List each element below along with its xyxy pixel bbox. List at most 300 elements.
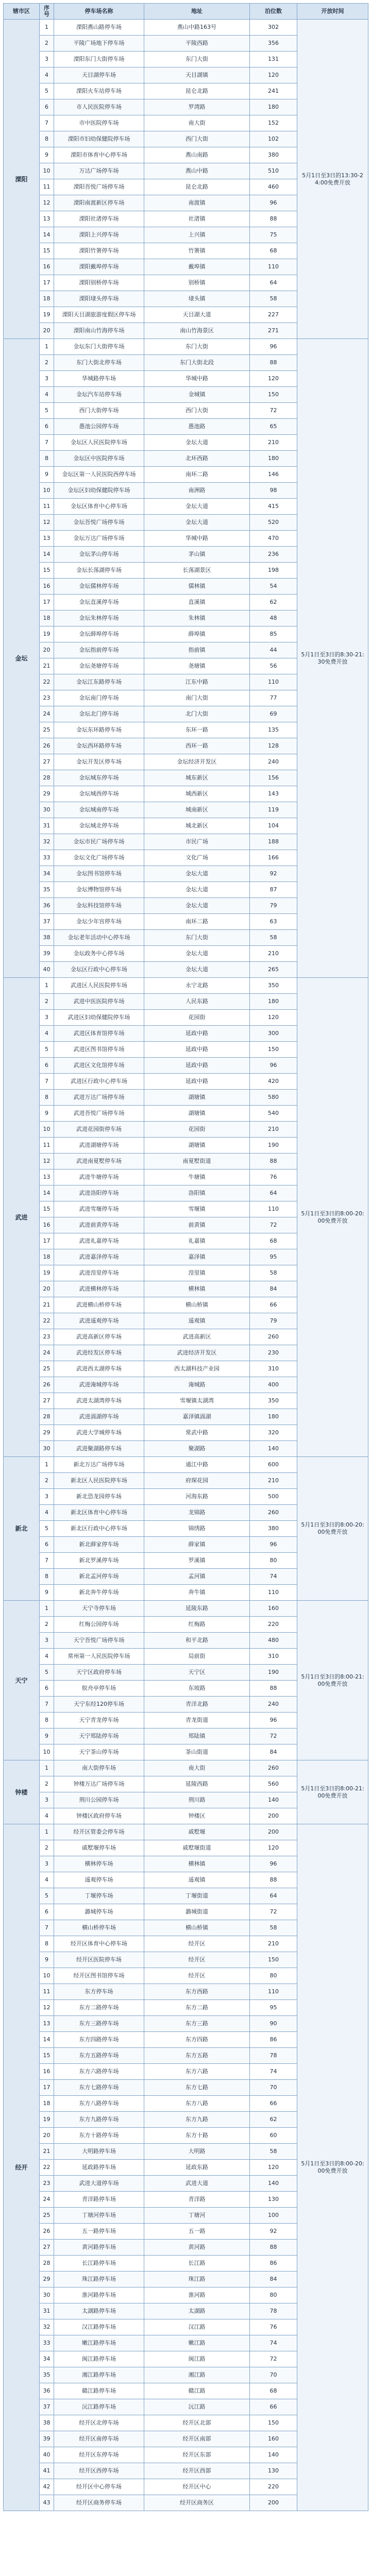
spaces-cell: 96 [250,1713,297,1728]
address-cell: 城西新区 [144,786,250,802]
seq-cell: 7 [40,115,54,131]
address-cell: 西环一路 [144,738,250,754]
address-cell: 府琛花园 [144,1473,250,1489]
address-cell: 平陵西路 [144,36,250,52]
name-cell: 万达广场停车场 [54,163,144,179]
seq-cell: 5 [40,1888,54,1904]
spaces-cell: 58 [250,1265,297,1281]
seq-cell: 17 [40,1233,54,1249]
name-cell: 金坛直溪停车场 [54,595,144,611]
spaces-cell: 265 [250,962,297,978]
seq-cell: 24 [40,1345,54,1361]
spaces-cell: 260 [250,1760,297,1776]
name-cell: 金坛图书馆停车场 [54,866,144,882]
spaces-cell: 96 [250,1537,297,1553]
address-cell: 埭头镇 [144,291,250,307]
name-cell: 丁塘河停车场 [54,2208,144,2224]
spaces-cell: 54 [250,579,297,595]
name-cell: 天目湖停车场 [54,67,144,83]
address-cell: 城东新区 [144,770,250,786]
address-cell: 经开区南部 [144,2431,250,2447]
name-cell: 潞城停车场 [54,1904,144,1920]
spaces-cell: 156 [250,770,297,786]
name-cell: 经开区东停车场 [54,2447,144,2463]
address-cell: 直溪镇 [144,595,250,611]
spaces-cell: 500 [250,1489,297,1505]
seq-cell: 27 [40,2240,54,2256]
spaces-cell: 88 [250,355,297,371]
name-cell: 金坛文化广场停车场 [54,850,144,866]
name-cell: 武进遥观停车场 [54,1313,144,1329]
spaces-cell: 88 [250,2240,297,2256]
seq-cell: 4 [40,387,54,403]
name-cell: 溧阳火车站停车场 [54,83,144,99]
name-cell: 金坛西环路停车场 [54,738,144,754]
seq-cell: 4 [40,1505,54,1521]
name-cell: 溧阳社渚停车场 [54,211,144,227]
address-cell: 武进高新区 [144,1329,250,1345]
seq-cell: 4 [40,1026,54,1042]
seq-cell: 29 [40,786,54,802]
address-cell: 上兴镇 [144,227,250,243]
address-cell: 天目湖大道 [144,307,250,323]
seq-cell: 8 [40,1090,54,1106]
name-cell: 东方九路停车场 [54,2112,144,2128]
seq-cell: 13 [40,1170,54,1185]
seq-cell: 14 [40,2032,54,2048]
address-cell: 横山桥镇 [144,1920,250,1936]
seq-cell: 9 [40,1728,54,1744]
name-cell: 华城路停车场 [54,371,144,387]
address-cell: 经开区中心 [144,2479,250,2495]
spaces-cell: 320 [250,1425,297,1441]
name-cell: 市中医院停车场 [54,115,144,131]
spaces-cell: 78 [250,2048,297,2064]
seq-cell: 12 [40,1154,54,1170]
spaces-cell: 84 [250,1281,297,1297]
address-cell: 薛家镇 [144,1537,250,1553]
spaces-cell: 66 [250,2096,297,2112]
name-cell: 新北万达广场停车场 [54,1457,144,1473]
spaces-cell: 86 [250,2256,297,2272]
name-cell: 东方三路停车场 [54,2016,144,2032]
address-cell: 经开区西部 [144,2463,250,2479]
seq-cell: 7 [40,1920,54,1936]
address-cell: 南夏墅街道 [144,1154,250,1170]
name-cell: 舣舟亭停车场 [54,1681,144,1697]
hours-cell: 5月1日至3日的8:00-20:00免费开放 [297,1457,368,1601]
address-cell: 红梅路 [144,1617,250,1633]
seq-cell: 33 [40,2335,54,2351]
spaces-cell: 75 [250,227,297,243]
seq-cell: 8 [40,1569,54,1585]
seq-cell: 9 [40,1952,54,1968]
seq-cell: 2 [40,1473,54,1489]
name-cell: 金坛区体育中心停车场 [54,499,144,515]
name-cell: 金坛东门大街停车场 [54,339,144,355]
address-cell: 延政中路 [144,1058,250,1074]
name-cell: 金坛江东路停车场 [54,674,144,690]
seq-cell: 29 [40,1425,54,1441]
name-cell: 金坛城北停车场 [54,818,144,834]
seq-cell: 9 [40,147,54,163]
spaces-cell: 160 [250,1601,297,1617]
spaces-cell: 85 [250,626,297,642]
address-cell: 金坛大道 [144,435,250,451]
seq-cell: 11 [40,499,54,515]
address-cell: 经开区东部 [144,2447,250,2463]
seq-cell: 3 [40,1856,54,1872]
spaces-cell: 146 [250,467,297,483]
spaces-cell: 150 [250,2415,297,2431]
seq-cell: 23 [40,690,54,706]
seq-cell: 6 [40,1681,54,1697]
name-cell: 武进大学城停车场 [54,1425,144,1441]
name-cell: 新北区行政中心停车场 [54,1521,144,1537]
address-cell: 金坛大道 [144,898,250,914]
address-cell: 长江路 [144,2256,250,2272]
address-cell: 钟楼区 [144,1808,250,1824]
address-cell: 横山桥镇 [144,1297,250,1313]
spaces-cell: 140 [250,1441,297,1457]
address-cell: 江东中路 [144,674,250,690]
address-cell: 武进经济开发区 [144,1345,250,1361]
spaces-cell: 200 [250,1824,297,1840]
address-cell: 丁塘河 [144,2208,250,2224]
name-cell: 天宁郑陆停车场 [54,1728,144,1744]
spaces-cell: 80 [250,1553,297,1569]
name-cell: 金坛区第一人民医院西停车场 [54,467,144,483]
spaces-cell: 210 [250,435,297,451]
name-cell: 金坛区妇幼保健院停车场 [54,483,144,499]
seq-cell: 20 [40,2128,54,2144]
name-cell: 平陵广场地下停车场 [54,36,144,52]
spaces-cell: 72 [250,403,297,419]
address-cell: 五一路 [144,2224,250,2240]
hours-cell: 5月1日至3日的13:30-24:00免费开放 [297,20,368,339]
spaces-cell: 65 [250,419,297,435]
seq-cell: 15 [40,1201,54,1217]
seq-cell: 9 [40,467,54,483]
seq-cell: 23 [40,1329,54,1345]
name-cell: 东方四路停车场 [54,2032,144,2048]
name-cell: 闽江路停车场 [54,2351,144,2367]
address-cell: 前黄镇 [144,1217,250,1233]
address-cell: 东方二路 [144,2000,250,2016]
name-cell: 金坛博物馆停车场 [54,882,144,898]
spaces-cell: 90 [250,2016,297,2032]
seq-cell: 18 [40,611,54,626]
address-cell: 湖塘镇 [144,1106,250,1122]
seq-cell: 2 [40,1840,54,1856]
spaces-cell: 92 [250,866,297,882]
spaces-cell: 350 [250,978,297,994]
name-cell: 天宁区政府停车场 [54,1665,144,1681]
address-cell: 城北新区 [144,818,250,834]
name-cell: 愚池公园停车场 [54,419,144,435]
seq-cell: 11 [40,179,54,195]
spaces-cell: 240 [250,1697,297,1713]
spaces-cell: 86 [250,2032,297,2048]
name-cell: 溧阳上兴停车场 [54,227,144,243]
seq-cell: 17 [40,275,54,291]
spaces-cell: 470 [250,531,297,547]
seq-cell: 26 [40,1377,54,1393]
seq-cell: 43 [40,2495,54,2511]
address-cell: 青洋路 [144,2192,250,2208]
spaces-cell: 78 [250,2303,297,2319]
seq-cell: 25 [40,1361,54,1377]
name-cell: 武进淹城停车场 [54,1377,144,1393]
name-cell: 金坛薛埠停车场 [54,626,144,642]
seq-cell: 10 [40,163,54,179]
name-cell: 经开区图书馆停车场 [54,1968,144,1984]
seq-cell: 2 [40,1617,54,1633]
address-cell: 东方四路 [144,2032,250,2048]
address-cell: 尧塘镇 [144,658,250,674]
name-cell: 经开区西停车场 [54,2463,144,2479]
seq-cell: 1 [40,339,54,355]
name-cell: 东方七路停车场 [54,2080,144,2096]
spaces-cell: 44 [250,642,297,658]
address-cell: 人民东路 [144,994,250,1010]
name-cell: 经开区医院停车场 [54,1952,144,1968]
name-cell: 延政路停车场 [54,2160,144,2176]
spaces-cell: 96 [250,1856,297,1872]
spaces-cell: 92 [250,2224,297,2240]
name-cell: 金坛朱林停车场 [54,611,144,626]
seq-cell: 4 [40,67,54,83]
address-cell: 湖塘镇 [144,1138,250,1154]
seq-cell: 10 [40,1122,54,1138]
seq-cell: 2 [40,1776,54,1792]
address-cell: 延政中路 [144,1074,250,1090]
spaces-cell: 120 [250,67,297,83]
name-cell: 东方十路停车场 [54,2128,144,2144]
seq-cell: 38 [40,2415,54,2431]
name-cell: 五一路停车场 [54,2224,144,2240]
address-cell: 大明路 [144,2144,250,2160]
address-cell: 牛塘镇 [144,1170,250,1185]
spaces-cell: 88 [250,1872,297,1888]
name-cell: 经开区北停车场 [54,2415,144,2431]
spaces-cell: 56 [250,658,297,674]
address-cell: 罗溪镇 [144,1553,250,1569]
seq-cell: 36 [40,898,54,914]
address-cell: 嫩江路 [144,2335,250,2351]
address-cell: 金坛大道 [144,882,250,898]
seq-cell: 25 [40,722,54,738]
name-cell: 金坛长荡湖停车场 [54,563,144,579]
address-cell: 东环一路 [144,722,250,738]
table-header [4,4,368,20]
address-cell: 雪堰镇太湖湾 [144,1393,250,1409]
seq-cell: 28 [40,2256,54,2272]
seq-cell: 35 [40,882,54,898]
seq-cell: 9 [40,1106,54,1122]
spaces-cell: 135 [250,722,297,738]
seq-cell: 26 [40,738,54,754]
spaces-cell: 87 [250,882,297,898]
seq-cell: 20 [40,642,54,658]
seq-cell: 15 [40,243,54,259]
seq-cell: 3 [40,1633,54,1649]
spaces-cell: 143 [250,786,297,802]
name-cell: 东门大街北停车场 [54,355,144,371]
name-cell: 武进横林停车场 [54,1281,144,1297]
spaces-cell: 166 [250,850,297,866]
address-cell: 延政中路 [144,1042,250,1058]
address-cell: 东方八路 [144,2096,250,2112]
seq-cell: 8 [40,451,54,467]
address-cell: 湘江路 [144,2367,250,2383]
seq-cell: 34 [40,2351,54,2367]
address-cell: 横林镇 [144,1281,250,1297]
address-cell: 沅江路 [144,2399,250,2415]
spaces-cell: 110 [250,674,297,690]
address-cell: 延陵西路 [144,1776,250,1792]
address-cell: 淹城路 [144,1377,250,1393]
name-cell: 溧阳吾悦广场停车场 [54,179,144,195]
seq-cell: 21 [40,1297,54,1313]
seq-cell: 18 [40,291,54,307]
name-cell: 经开区中心停车场 [54,2479,144,2495]
spaces-cell: 58 [250,930,297,946]
name-cell: 武进南夏墅停车场 [54,1154,144,1170]
address-cell: 河海东路 [144,1489,250,1505]
address-cell: 东方西路 [144,1984,250,2000]
name-cell: 珠江路停车场 [54,2272,144,2287]
spaces-cell: 110 [250,1201,297,1217]
address-cell: 东门大街 [144,52,250,67]
address-cell: 和平北路 [144,1633,250,1649]
spaces-cell: 64 [250,1888,297,1904]
spaces-cell: 48 [250,611,297,626]
seq-cell: 7 [40,435,54,451]
address-cell: 常武中路 [144,1425,250,1441]
address-cell: 南大街 [144,1760,250,1776]
address-cell: 社渚镇 [144,211,250,227]
seq-cell: 27 [40,1393,54,1409]
spaces-cell: 150 [250,1042,297,1058]
name-cell: 金坛汽车站停车场 [54,387,144,403]
seq-cell: 6 [40,419,54,435]
spaces-cell: 120 [250,371,297,387]
seq-cell: 37 [40,2399,54,2415]
hours-cell: 5月1日至3日的8:00-21:00免费开放 [297,1760,368,1824]
hours-cell: 5月1日至3日的8:00-20:00免费开放 [297,978,368,1457]
name-cell: 溧阳天目湖旅游度假区停车场 [54,307,144,323]
seq-cell: 5 [40,1665,54,1681]
name-cell: 金坛区人民医院停车场 [54,435,144,451]
address-cell: 昆仑北路 [144,83,250,99]
seq-cell: 42 [40,2479,54,2495]
address-cell: 金坛大道 [144,515,250,531]
seq-cell: 1 [40,1601,54,1617]
name-cell: 东方五路停车场 [54,2048,144,2064]
seq-cell: 6 [40,1904,54,1920]
spaces-cell: 58 [250,2144,297,2160]
seq-cell: 13 [40,531,54,547]
seq-cell: 2 [40,36,54,52]
seq-cell: 41 [40,2463,54,2479]
name-cell: 武进吾悦广场停车场 [54,1106,144,1122]
address-cell: 薛埠镇 [144,626,250,642]
spaces-cell: 98 [250,483,297,499]
seq-cell: 40 [40,962,54,978]
address-cell: 经开区 [144,1968,250,1984]
spaces-cell: 72 [250,1217,297,1233]
name-cell: 金坛开发区停车场 [54,754,144,770]
address-cell: 茶山街道 [144,1744,250,1760]
name-cell: 沅江路停车场 [54,2399,144,2415]
spaces-cell: 520 [250,515,297,531]
address-cell: 东方九路 [144,2112,250,2128]
name-cell: 溧阳南渡新区停车场 [54,195,144,211]
address-cell: 昆仑北路 [144,179,250,195]
spaces-cell: 150 [250,387,297,403]
table-row [4,978,368,994]
name-cell: 溧阳埭头停车场 [54,291,144,307]
seq-cell: 3 [40,1010,54,1026]
address-cell: 花园街 [144,1122,250,1138]
spaces-cell: 79 [250,1313,297,1329]
address-cell: 荆川路 [144,1792,250,1808]
name-cell: 青洋路停车场 [54,2192,144,2208]
spaces-cell: 420 [250,1074,297,1090]
name-cell: 金坛市民广场停车场 [54,834,144,850]
name-cell: 溧阳竹箦停车场 [54,243,144,259]
address-cell: 指前镇 [144,642,250,658]
name-cell: 天宁吾悦广场停车场 [54,1633,144,1649]
seq-cell: 24 [40,2192,54,2208]
spaces-cell: 88 [250,211,297,227]
spaces-cell: 140 [250,2176,297,2192]
spaces-cell: 200 [250,2495,297,2511]
seq-cell: 19 [40,307,54,323]
seq-cell: 5 [40,403,54,419]
spaces-cell: 131 [250,52,297,67]
name-cell: 大明路停车场 [54,2144,144,2160]
district-cell: 新北 [4,1457,40,1601]
address-cell: 雪堰镇 [144,1201,250,1217]
name-cell: 经开区商务停车场 [54,2495,144,2511]
name-cell: 西门大街停车场 [54,403,144,419]
spaces-cell: 96 [250,339,297,355]
address-cell: 戚墅堰街道 [144,1840,250,1856]
address-cell: 南环二路 [144,914,250,930]
name-cell: 常州第一人民医院停车场 [54,1649,144,1665]
address-cell: 赣江路 [144,2383,250,2399]
address-cell: 东方十路 [144,2128,250,2144]
spaces-cell: 84 [250,1744,297,1760]
district-cell: 天宁 [4,1601,40,1760]
name-cell: 武进横山桥停车场 [54,1297,144,1313]
spaces-cell: 180 [250,99,297,115]
spaces-cell: 380 [250,147,297,163]
district-cell: 金坛 [4,339,40,978]
header-district: 辖市区 [4,4,40,20]
spaces-cell: 220 [250,2479,297,2495]
address-cell: 青龙街道 [144,1713,250,1728]
spaces-cell: 77 [250,690,297,706]
seq-cell: 1 [40,1824,54,1840]
seq-cell: 20 [40,1281,54,1297]
seq-cell: 18 [40,2096,54,2112]
seq-cell: 25 [40,2208,54,2224]
spaces-cell: 302 [250,20,297,36]
seq-cell: 29 [40,2272,54,2287]
